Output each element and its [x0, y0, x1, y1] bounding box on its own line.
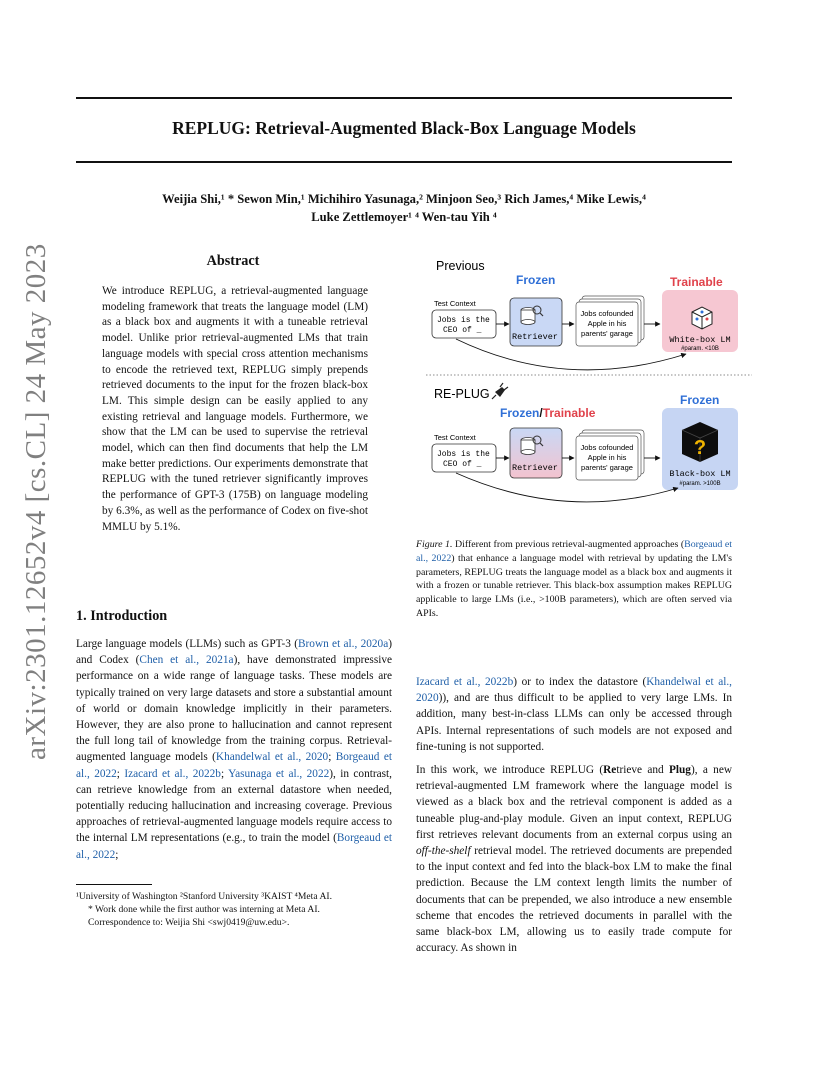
footnotes	[76, 890, 392, 929]
abstract-heading: Abstract	[206, 253, 260, 269]
arrow-context-to-lm-curve-bottom	[456, 473, 678, 502]
introduction-paragraph: Large language models (LLMs) such as GPT-3 (Brown et al., 2020a) and Codex (Chen et al., 2021a), have demonstrated impressive performance on a wide range of language tasks. These models are typically trained on very large datasets and store a substantial amount of world or domain knowledge implicitly in their parameters. However, they are also prone to hallucination and cannot represent the full long tail of knowledge from the training corpus. Retrieval-augmented language models (Khandelwal et al., 2020; Borgeaud et al., 2022; Izacard et al., 2022b; Yasunaga et al., 2022), in contrast, can retrieve knowledge from an external datastore when needed, potentially reducing hallucination and increasing coverage. Previous approaches of retrieval-augmented language models require access to the internal LM representations (e.g., to train the model (Borgeaud et al., 2022;	[76, 638, 393, 861]
slash: /	[539, 406, 543, 420]
footnote-work-done: * Work done while the first author was interning at Meta AI.	[88, 904, 320, 915]
frozen-label-top: Frozen	[516, 273, 556, 287]
citation-link[interactable]: Chen et al., 2021a	[139, 654, 234, 667]
right-column-paragraph-1: Izacard et al., 2022b) or to index the datastore (Khandelwal et al., 2020)), and are thus difficult to be applied to very large LMs. In addition, many best-in-class LLMs can only be accessed through APIs. Internal representations of such models are not exposed and fine-tuning is not supported.	[416, 676, 732, 753]
blackbox-param-label: #param. >100B	[679, 481, 721, 487]
doc-text-l2-bottom: Apple in his	[587, 453, 627, 462]
question-mark-icon: ?	[693, 437, 707, 459]
retriever-label-bottom: Retriever	[512, 463, 558, 473]
blackbox-lm-label: Black-box LM	[669, 469, 731, 479]
test-context-text-l1-bottom: Jobs is the	[437, 450, 490, 459]
citation-link[interactable]: Khandelwal et al., 2020	[416, 676, 732, 705]
citation-link[interactable]: Borgeaud et al., 2022	[76, 751, 392, 780]
figure-1-diagram	[416, 252, 752, 528]
previous-label: Previous	[436, 259, 485, 273]
retriever-label-top: Retriever	[512, 332, 558, 342]
figure-1-caption: Figure 1. Different from previous retrieval-augmented approaches (Borgeaud et al., 2022) that enhance a language model with retrieval by updating the LM's parameters, REPLUG treats the language model as a black box and augments it with a frozen or tunable retriever. This black-box assumption makes REPLUG applicable to large LMs (i.e., >100B parameters), which are often served via APIs.	[416, 539, 733, 619]
trainable-label-top: Trainable	[670, 275, 723, 289]
citation-link[interactable]: Yasunaga et al., 2022	[228, 767, 330, 780]
frozen-label-bottom: Frozen	[680, 393, 720, 407]
frozen-trainable-label	[500, 406, 596, 420]
doc-text-l1-top: Jobs cofounded	[580, 309, 634, 318]
citation-link[interactable]: Brown et al., 2020a	[298, 638, 389, 650]
doc-text-l3-bottom: parents' garage	[581, 463, 633, 472]
doc-text-l3-top: parents' garage	[581, 329, 633, 338]
test-context-label-top: Test Context	[434, 299, 476, 308]
whitebox-lm-label: White-box LM	[669, 335, 731, 345]
author-list	[76, 190, 732, 226]
footnote-affiliations: ¹University of Washington ²Stanford University ³KAIST ⁴Meta AI.	[76, 891, 332, 902]
citation-link[interactable]: Izacard et al., 2022b	[124, 767, 221, 780]
plug-icon	[492, 383, 508, 399]
whitebox-cube-icon	[692, 307, 712, 329]
top-rule	[76, 97, 732, 99]
footnote-correspondence: Correspondence to: Weijia Shi <swj0419@uw.edu>.	[88, 917, 290, 928]
doc-text-l1-bottom: Jobs cofounded	[580, 443, 634, 452]
citation-link[interactable]: Borgeaud et al., 2022	[76, 832, 392, 861]
test-context-text-l2-bottom: CEO of _	[443, 460, 482, 469]
abstract-text: We introduce REPLUG, a retrieval-augmented language modeling framework that treats the language model (LM) as a black box and augments it with a tuneable retrieval model. Unlike prior retrieval-augmented LMs that train language models with special cross attention mechanisms to encode the retrieved text, REPLUG simply prepends retrieved documents to the input for the frozen black-box LM. This simple design can be easily applied to any existing retrieval and language models. Furthermore, we show that the LM can be used to supervise the retrieval model, which can then find documents that help the LM make better predictions. Our experiments demonstrate that REPLUG with the tuned retriever significantly improves the performance of GPT-3 (175B) on language modeling by 6.3%, as well as the performance of Codex on five-shot MMLU by 5.1%.	[102, 285, 368, 533]
citation-link[interactable]: Borgeaud et al., 2022	[416, 539, 733, 564]
doc-text-l2-top: Apple in his	[587, 319, 627, 328]
citation-link[interactable]: Izacard et al., 2022b	[416, 676, 514, 688]
title-bottom-rule	[76, 161, 732, 163]
test-context-label-bottom: Test Context	[434, 433, 476, 442]
arrow-context-to-lm-curve-top	[456, 339, 686, 370]
test-context-text-l1-top: Jobs is the	[437, 316, 490, 325]
right-column-paragraph-2: In this work, we introduce REPLUG (Retrieve and Plug), a new retrieval-augmented LM framework where the language model is viewed as a black box and the retrieval component is added as a tuneable plug-and-play module. Given an input context, REPLUG first retrieves relevant documents from an external corpus using an off-the-shelf retrieval model. The retrieved documents are prepended to the input context and fed into the black-box LM to make the final prediction. Because the LM context length limits the number of documents that can be prepended, we also introduce a new ensemble scheme that encodes the retrieved documents in parallel with the same black-box LM, allowing us to easily trade compute for accuracy. As shown in	[416, 764, 732, 955]
introduction-heading: 1. Introduction	[76, 608, 168, 624]
replug-label: RE-PLUG	[434, 387, 490, 401]
frozen-part: Frozen	[500, 406, 540, 420]
trainable-part: Trainable	[542, 406, 596, 420]
authors-line-2: Luke Zettlemoyer¹ ⁴ Wen-tau Yih ⁴	[311, 210, 497, 224]
whitebox-param-label: #param. <10B	[681, 346, 719, 352]
caption-label: Figure 1.	[416, 539, 453, 550]
arxiv-stamp: arXiv:2301.12652v4 [cs.CL] 24 May 2023	[20, 243, 52, 760]
footnote-rule	[76, 884, 152, 885]
paper-title: REPLUG: Retrieval-Augmented Black-Box Language Models	[172, 118, 636, 138]
test-context-text-l2-top: CEO of _	[443, 326, 482, 335]
authors-line-1: Weijia Shi,¹ * Sewon Min,¹ Michihiro Yasunaga,² Minjoon Seo,³ Rich James,⁴ Mike Lewis,⁴	[162, 192, 646, 206]
citation-link[interactable]: Khandelwal et al., 2020	[215, 751, 329, 764]
